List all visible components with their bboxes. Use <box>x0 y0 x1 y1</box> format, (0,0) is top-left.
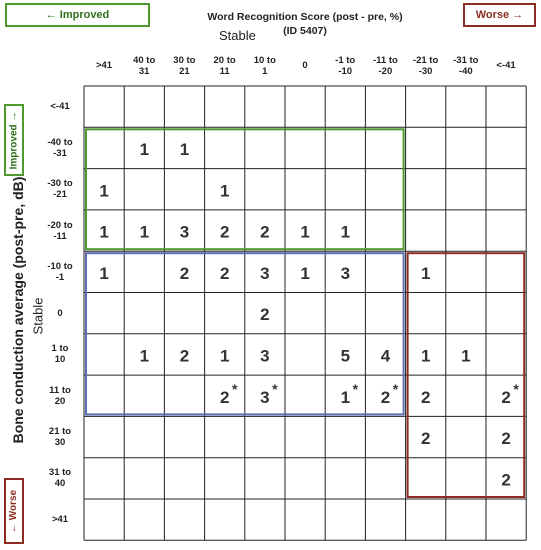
cell-value: 3 <box>260 263 270 283</box>
cell-star: * <box>513 380 519 397</box>
row-label: >41 <box>51 514 69 526</box>
cell-value: 1 <box>99 222 109 242</box>
chart-title-line2: (ID 5407) <box>283 25 327 37</box>
cell-value: 2 <box>179 346 190 366</box>
cell-star: * <box>352 380 359 397</box>
worse-vertical-text: ← Worse <box>8 489 20 533</box>
cell-value: 2 <box>179 263 190 283</box>
cell-value: 1 <box>300 263 310 283</box>
cell-value: 4 <box>380 346 391 366</box>
cell-value: 2 <box>380 387 391 407</box>
row-label: 21 to 30 <box>48 426 72 449</box>
column-label: -1 to -10 <box>335 55 356 77</box>
cell-star: * <box>231 380 238 397</box>
cell-star: * <box>272 380 278 397</box>
row-label: <-41 <box>50 101 70 113</box>
cell-value: 1 <box>219 181 230 201</box>
cell-value: 1 <box>340 387 351 407</box>
column-label: 20 to 11 <box>213 55 236 77</box>
column-label: -11 to -20 <box>372 55 398 77</box>
cell-star: * <box>392 380 399 397</box>
column-label: >41 <box>95 60 113 71</box>
cell-value: 1 <box>300 222 310 242</box>
worse-label-text: Worse → <box>475 9 524 21</box>
improved-label-text: ← Improved <box>45 9 110 21</box>
cell-value: 1 <box>139 346 150 366</box>
cell-value: 2 <box>219 263 230 283</box>
cell-value: 2 <box>501 387 511 407</box>
cell-value: 1 <box>179 139 190 159</box>
column-label: -21 to -30 <box>412 55 439 77</box>
row-label: 11 to 20 <box>49 384 71 407</box>
cell-value: 3 <box>340 263 351 283</box>
row-label: 31 to 40 <box>48 467 72 490</box>
cell-value: 2 <box>420 429 431 449</box>
cell-value: 3 <box>260 387 270 407</box>
improved-vertical-text: Improved → <box>8 111 20 169</box>
column-label: 10 to 1 <box>253 55 276 77</box>
row-label: -20 to -11 <box>47 219 73 242</box>
cell-value: 1 <box>461 346 471 366</box>
chart-title-line1: Word Recognition Score (post - pre, %) <box>207 11 403 23</box>
stable-top-label: Stable <box>219 28 256 43</box>
column-label: -31 to -40 <box>453 55 479 77</box>
cell-value: 1 <box>139 139 150 159</box>
cell-value: 2 <box>219 222 230 242</box>
cell-value: 2 <box>260 305 270 325</box>
cell-value: 1 <box>99 181 109 201</box>
cell-value: 3 <box>260 346 270 366</box>
cell-value: 1 <box>219 346 230 366</box>
cell-value: 1 <box>420 263 431 283</box>
cell-value: 2 <box>219 387 230 407</box>
cell-value: 1 <box>139 222 150 242</box>
column-label: 30 to 21 <box>173 55 196 77</box>
row-label: 0 <box>57 307 63 319</box>
cell-value: 2 <box>420 387 431 407</box>
cell-value: 2 <box>260 222 270 242</box>
cell-value: 5 <box>340 346 351 366</box>
cell-value: 1 <box>340 222 351 242</box>
stable-left-text: Stable <box>30 297 46 335</box>
column-label: <-41 <box>496 60 516 71</box>
y-axis-label-text: Bone conduction average (post-pre, dB) <box>10 176 26 444</box>
cell-value: 1 <box>420 346 431 366</box>
column-label: 0 <box>302 60 308 71</box>
cell-value: 1 <box>99 263 109 283</box>
row-label: 1 to 10 <box>51 343 69 366</box>
row-label: -40 to -31 <box>47 136 73 159</box>
row-label: -30 to -21 <box>47 178 73 201</box>
cell-value: 2 <box>501 470 511 490</box>
row-label: -10 to -1 <box>47 260 73 283</box>
cell-value: 3 <box>179 222 190 242</box>
column-label: 40 to 31 <box>133 55 156 77</box>
cell-value: 2 <box>501 429 511 449</box>
